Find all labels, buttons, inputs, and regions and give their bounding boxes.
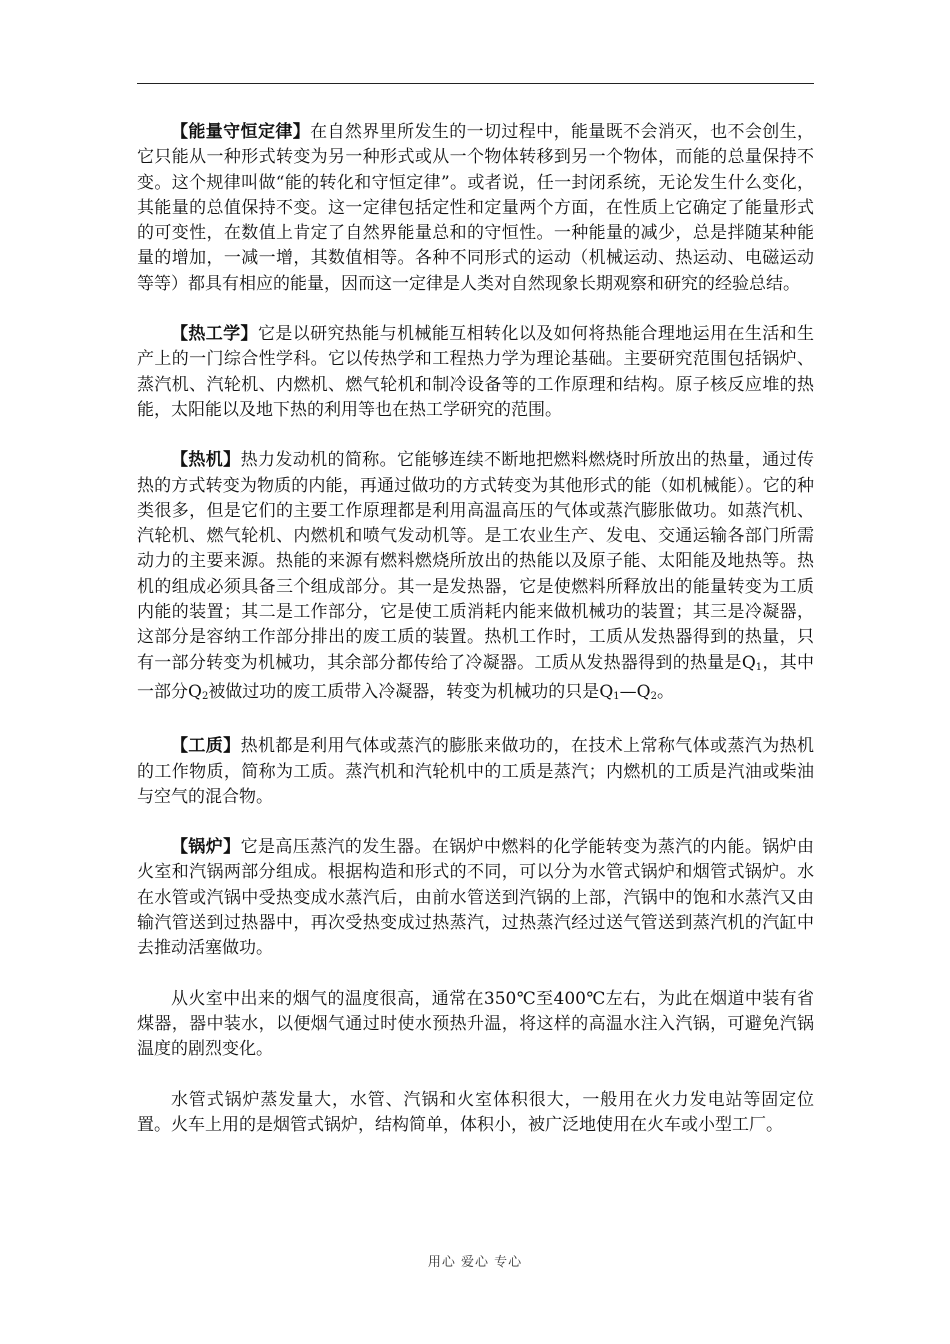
dash: —	[619, 681, 637, 702]
paragraph-boiler	[137, 835, 814, 961]
term-working-medium: 【工质】	[171, 736, 241, 757]
paragraph-text: 水管式锅炉蒸发量大，水管、汽锅和火室体积很大，一般用在火力发电站等固定位置。火车上用的是烟管式锅炉，结构简单，体积小，被广泛地使用在火车或小型工厂。	[137, 1089, 814, 1135]
paragraph-text: 热机都是利用气体或蒸汽的膨胀来做功的，在技术上常称气体或蒸汽为热机的工作物质，简称为工质。蒸汽机和汽轮机中的工质是蒸汽；内燃机的工质是汽油或柴油与空气的混合物。	[137, 736, 815, 807]
paragraph-text: 热力发动机的简称。它能够连续不断地把燃料燃烧时所放出的热量，通过传热的方式转变为物质的内能，再通过做功的方式转变为其他形式的能（如机械能）。它的种类很多，但是它们的主要工作原理都是利用高温高压的气体或蒸汽膨胀做功。如蒸汽机、汽轮机、燃气轮机、内燃机和喷气发动机等。是工农业生产、发电、交通运输各部门所需动力的主要来源。热能的来源有燃料燃烧所放出的热能以及原子能、太阳能及地热等。热机的组成必须具备三个组成部分。其一是发热器，它是使燃料所释放出的能量转变为工质内能的装置；其二是工作部分，它是使工质消耗内能来做机械功的装置；其三是冷凝器，这部分是容纳工作部分排出的废工质的装置。热机工作时，工质从发热器得到的热量，只有一部分转变为机械功，其余部分都传给了冷凝器。工质从发热器得到的热量是	[137, 450, 815, 673]
paragraph-working-medium	[137, 734, 814, 810]
page-footer: 用心 爱心 专心	[427, 1255, 523, 1270]
header-rule	[137, 83, 814, 84]
term-boiler: 【锅炉】	[171, 837, 241, 858]
paragraph-energy-conservation	[137, 120, 814, 297]
paragraph-text: 在自然界里所发生的一切过程中，能量既不会消灭，也不会创生，它只能从一种形式转变为另一种形式或从一个物体转移到另一个物体，而能的总量保持不变。这个规律叫做“能的转化和守恒定律”。或者说，任一封闭系统，无论发生什么变化，其能量的总值保持不变。这一定律包括定性和定量两个方面，在性质上它确定了能量形式的可变性，在数值上肯定了自然界能量总和的守恒性。一种能量的减少，总是拌随某种能量的增加，一减一增，其数值相等。各种不同形式的运动（机械运动、热运动、电磁运动等等）都具有相应的能量，因而这一定律是人类对自然现象长期观察和研究的经验总结。	[137, 122, 815, 294]
paragraph-text: 被做过功的废工质带入冷凝器，转变为机械功的只是	[208, 681, 600, 702]
paragraph-text: 从火室中出来的烟气的温度很高，通常在350℃至400℃左右，为此在烟道中装有省煤器，器中装水，以便烟气通过时使水预热升温，将这样的高温水注入汽锅，可避免汽锅温度的剧烈变化。	[137, 988, 814, 1060]
term-thermal-engineering: 【热工学】	[171, 324, 258, 345]
paragraph-boiler-types	[137, 1088, 814, 1139]
paragraph-heat-engine	[137, 448, 814, 709]
symbol-q: Q	[636, 681, 651, 702]
subscript: 1	[613, 690, 620, 702]
paragraph-text: 它是以研究热能与机械能互相转化以及如何将热能合理地运用在生活和生产上的一门综合性学科。它以传热学和工程热力学为理论基础。主要研究范围包括锅炉、蒸汽机、汽轮机、内燃机、燃气轮机和制冷设备等的工作原理和结构。原子核反应堆的热能，太阳能以及地下热的利用等也在热工学研究的范围。	[137, 324, 815, 420]
paragraph-text: ，其中一部分	[137, 652, 814, 702]
symbol-q: Q	[599, 681, 614, 702]
paragraph-thermal-engineering	[137, 322, 814, 423]
document-body	[137, 120, 814, 1163]
paragraph-text: 。	[656, 681, 674, 702]
symbol-q: Q	[741, 652, 756, 673]
paragraph-flue-gas	[137, 987, 814, 1063]
subscript: 2	[650, 690, 657, 702]
paragraph-text: 它是高压蒸汽的发生器。在锅炉中燃料的化学能转变为蒸汽的内能。锅炉由火室和汽锅两部分组成。根据构造和形式的不同，可以分为水管式锅炉和烟管式锅炉。水在水管或汽锅中受热变成水蒸汽后，由前水管送到汽锅的上部，汽锅中的饱和水蒸汽又由输汽管送到过热器中，再次受热变成过热蒸汽，过热蒸汽经过送气管送到蒸汽机的汽缸中去推动活塞做功。	[137, 837, 815, 959]
term-energy-conservation: 【能量守恒定律】	[171, 122, 311, 142]
subscript: 2	[201, 690, 209, 702]
symbol-q: Q	[188, 681, 202, 702]
term-heat-engine: 【热机】	[171, 450, 241, 471]
subscript: 1	[755, 661, 763, 673]
